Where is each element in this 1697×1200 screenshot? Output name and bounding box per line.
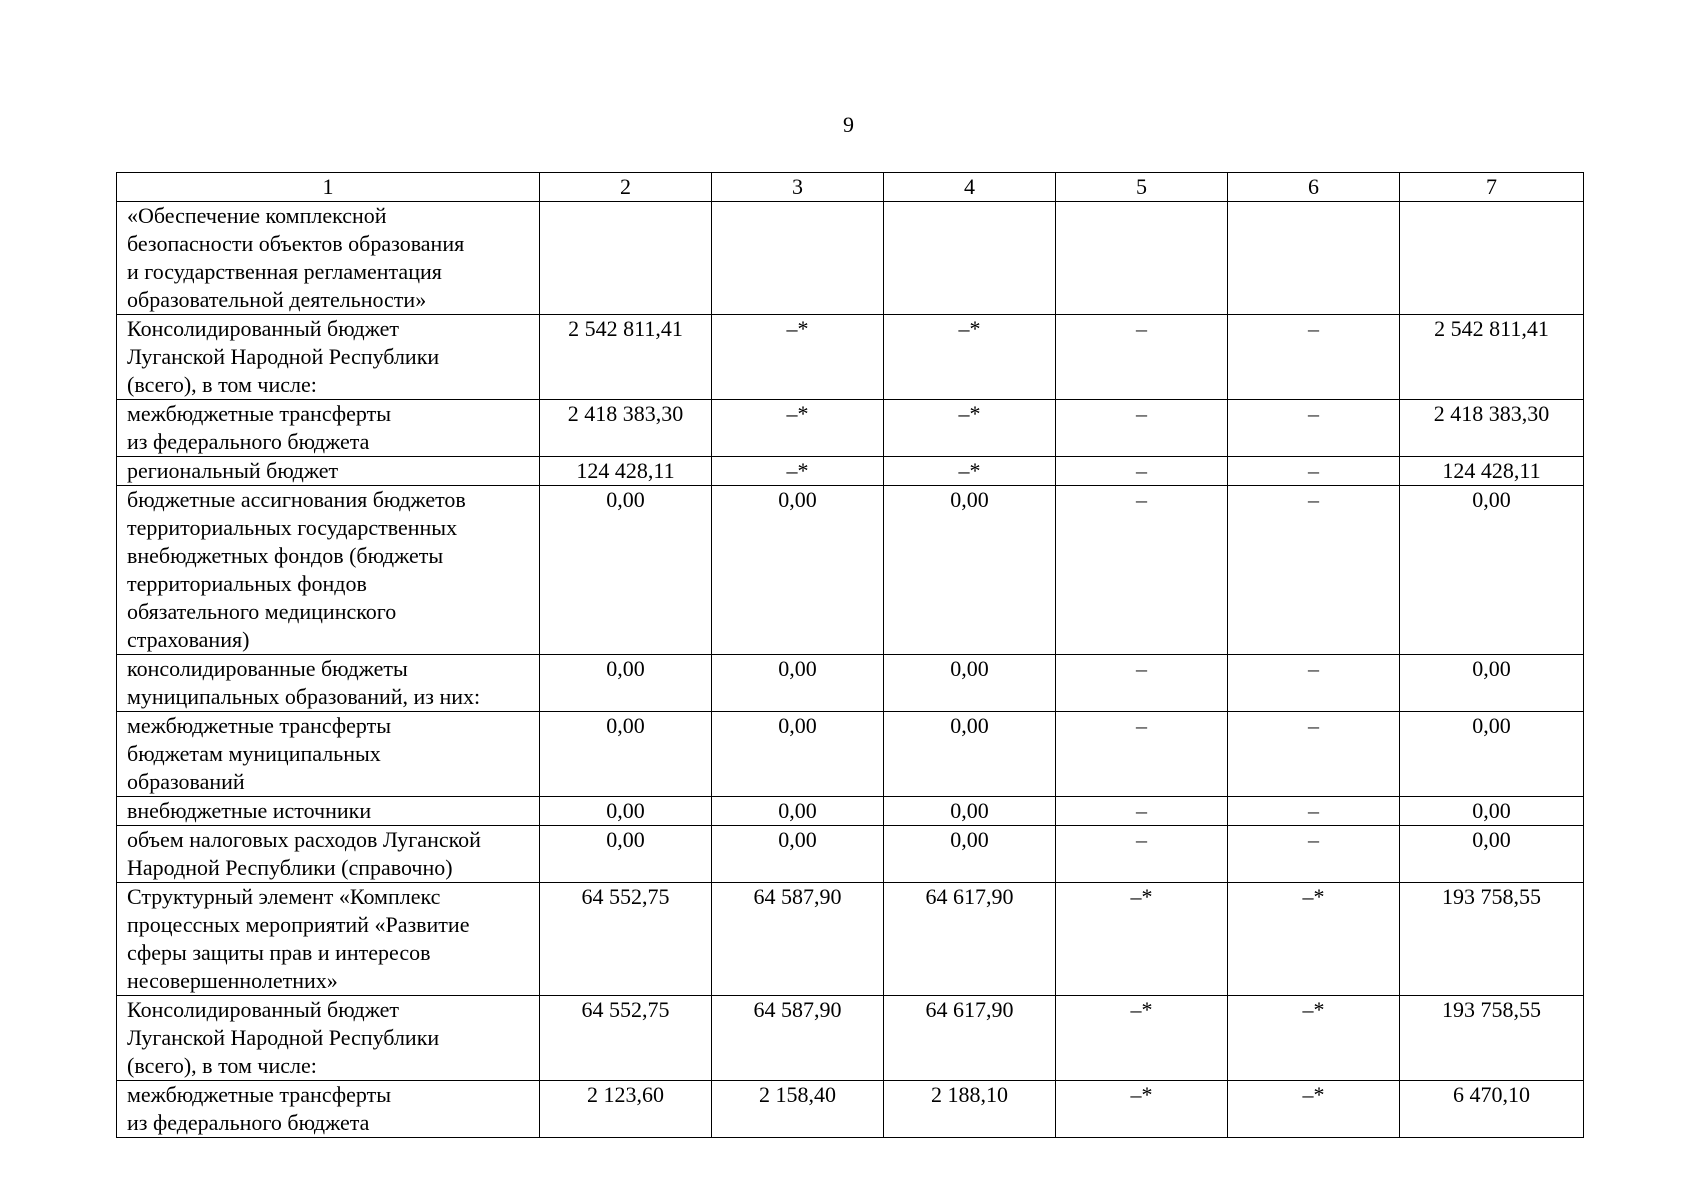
row-label-line: страхования) bbox=[127, 627, 250, 652]
table-body bbox=[117, 202, 1584, 1138]
row-label bbox=[117, 1081, 540, 1138]
row-label-line: внебюджетных фондов (бюджеты bbox=[127, 543, 444, 568]
cell-col-2: 0,00 bbox=[540, 826, 712, 883]
cell-col-7: 193 758,55 bbox=[1400, 883, 1584, 996]
table-row bbox=[117, 486, 1584, 655]
cell-col-5: – bbox=[1056, 712, 1228, 797]
row-label-line: несовершеннолетних» bbox=[127, 968, 338, 993]
cell-col-5: –* bbox=[1056, 883, 1228, 996]
row-label-line: (всего), в том числе: bbox=[127, 1053, 317, 1078]
cell-col-5: – bbox=[1056, 826, 1228, 883]
row-label bbox=[117, 712, 540, 797]
cell-col-5: – bbox=[1056, 655, 1228, 712]
row-label-line: внебюджетные источники bbox=[127, 798, 372, 823]
column-header-1: 1 bbox=[117, 173, 540, 202]
budget-table bbox=[116, 172, 1584, 1138]
row-label-line: Структурный элемент «Комплекс bbox=[127, 884, 441, 909]
cell-col-7: 2 542 811,41 bbox=[1400, 315, 1584, 400]
cell-col-5: – bbox=[1056, 315, 1228, 400]
table-row bbox=[117, 315, 1584, 400]
cell-col-6: – bbox=[1228, 486, 1400, 655]
cell-col-4: –* bbox=[884, 457, 1056, 486]
cell-col-7: 2 418 383,30 bbox=[1400, 400, 1584, 457]
cell-col-3: 0,00 bbox=[712, 655, 884, 712]
row-label bbox=[117, 797, 540, 826]
cell-col-3: 0,00 bbox=[712, 486, 884, 655]
table-row bbox=[117, 202, 1584, 315]
cell-col-5: – bbox=[1056, 797, 1228, 826]
cell-col-3: –* bbox=[712, 457, 884, 486]
cell-col-5: –* bbox=[1056, 996, 1228, 1081]
cell-col-6 bbox=[1228, 202, 1400, 315]
cell-col-2: 2 418 383,30 bbox=[540, 400, 712, 457]
column-header-4: 4 bbox=[884, 173, 1056, 202]
cell-col-3: 0,00 bbox=[712, 826, 884, 883]
row-label-line: из федерального бюджета bbox=[127, 1110, 370, 1135]
cell-col-4: 0,00 bbox=[884, 826, 1056, 883]
row-label bbox=[117, 202, 540, 315]
table-row bbox=[117, 1081, 1584, 1138]
cell-col-6: – bbox=[1228, 400, 1400, 457]
row-label bbox=[117, 486, 540, 655]
cell-col-2: 64 552,75 bbox=[540, 996, 712, 1081]
cell-col-6: –* bbox=[1228, 883, 1400, 996]
table-row bbox=[117, 797, 1584, 826]
cell-col-3: 64 587,90 bbox=[712, 883, 884, 996]
cell-col-6: –* bbox=[1228, 1081, 1400, 1138]
cell-col-2: 0,00 bbox=[540, 486, 712, 655]
table-row bbox=[117, 826, 1584, 883]
row-label-line: муниципальных образований, из них: bbox=[127, 684, 481, 709]
cell-col-3 bbox=[712, 202, 884, 315]
cell-col-4: 0,00 bbox=[884, 486, 1056, 655]
cell-col-7: 0,00 bbox=[1400, 826, 1584, 883]
cell-col-3: 0,00 bbox=[712, 712, 884, 797]
cell-col-2: 0,00 bbox=[540, 712, 712, 797]
row-label-line: бюджетные ассигнования бюджетов bbox=[127, 487, 466, 512]
row-label-line: процессных мероприятий «Развитие bbox=[127, 912, 470, 937]
cell-col-4: –* bbox=[884, 315, 1056, 400]
cell-col-7: 0,00 bbox=[1400, 486, 1584, 655]
row-label-line: Консолидированный бюджет bbox=[127, 316, 400, 341]
row-label-line: консолидированные бюджеты bbox=[127, 656, 408, 681]
row-label-line: безопасности объектов образования bbox=[127, 231, 465, 256]
cell-col-6: – bbox=[1228, 797, 1400, 826]
cell-col-7 bbox=[1400, 202, 1584, 315]
cell-col-4 bbox=[884, 202, 1056, 315]
cell-col-2: 64 552,75 bbox=[540, 883, 712, 996]
cell-col-7: 193 758,55 bbox=[1400, 996, 1584, 1081]
row-label bbox=[117, 655, 540, 712]
row-label bbox=[117, 457, 540, 486]
cell-col-3: –* bbox=[712, 315, 884, 400]
row-label bbox=[117, 883, 540, 996]
row-label-line: Луганской Народной Республики bbox=[127, 1025, 440, 1050]
row-label-line: и государственная регламентация bbox=[127, 259, 442, 284]
row-label bbox=[117, 826, 540, 883]
row-label-line: межбюджетные трансферты bbox=[127, 401, 391, 426]
column-header-2: 2 bbox=[540, 173, 712, 202]
column-header-6: 6 bbox=[1228, 173, 1400, 202]
cell-col-6: – bbox=[1228, 655, 1400, 712]
cell-col-5: – bbox=[1056, 486, 1228, 655]
cell-col-2: 2 123,60 bbox=[540, 1081, 712, 1138]
row-label-line: Консолидированный бюджет bbox=[127, 997, 400, 1022]
cell-col-4: 64 617,90 bbox=[884, 883, 1056, 996]
row-label-line: обязательного медицинского bbox=[127, 599, 397, 624]
row-label-line: территориальных фондов bbox=[127, 571, 367, 596]
row-label-line: Луганской Народной Республики bbox=[127, 344, 440, 369]
row-label-line: межбюджетные трансферты bbox=[127, 1082, 391, 1107]
table-row bbox=[117, 457, 1584, 486]
header-row bbox=[117, 173, 1584, 202]
cell-col-5: – bbox=[1056, 457, 1228, 486]
cell-col-4: 64 617,90 bbox=[884, 996, 1056, 1081]
row-label-line: сферы защиты прав и интересов bbox=[127, 940, 431, 965]
cell-col-3: –* bbox=[712, 400, 884, 457]
cell-col-5: –* bbox=[1056, 1081, 1228, 1138]
cell-col-6: – bbox=[1228, 826, 1400, 883]
cell-col-5: – bbox=[1056, 400, 1228, 457]
cell-col-7: 0,00 bbox=[1400, 797, 1584, 826]
cell-col-7: 6 470,10 bbox=[1400, 1081, 1584, 1138]
cell-col-2: 0,00 bbox=[540, 797, 712, 826]
row-label-line: межбюджетные трансферты bbox=[127, 713, 391, 738]
row-label-line: территориальных государственных bbox=[127, 515, 458, 540]
table-row bbox=[117, 655, 1584, 712]
row-label-line: из федерального бюджета bbox=[127, 429, 370, 454]
row-label-line: образовательной деятельности» bbox=[127, 287, 427, 312]
cell-col-6: – bbox=[1228, 315, 1400, 400]
cell-col-4: 0,00 bbox=[884, 712, 1056, 797]
cell-col-6: – bbox=[1228, 457, 1400, 486]
row-label-line: объем налоговых расходов Луганской bbox=[127, 827, 481, 852]
cell-col-2: 124 428,11 bbox=[540, 457, 712, 486]
cell-col-6: –* bbox=[1228, 996, 1400, 1081]
cell-col-7: 0,00 bbox=[1400, 712, 1584, 797]
cell-col-3: 0,00 bbox=[712, 797, 884, 826]
cell-col-7: 0,00 bbox=[1400, 655, 1584, 712]
cell-col-4: 0,00 bbox=[884, 655, 1056, 712]
row-label-line: «Обеспечение комплексной bbox=[127, 203, 387, 228]
cell-col-4: –* bbox=[884, 400, 1056, 457]
cell-col-2: 2 542 811,41 bbox=[540, 315, 712, 400]
cell-col-6: – bbox=[1228, 712, 1400, 797]
column-header-3: 3 bbox=[712, 173, 884, 202]
column-header-7: 7 bbox=[1400, 173, 1584, 202]
row-label bbox=[117, 996, 540, 1081]
table-row bbox=[117, 712, 1584, 797]
row-label bbox=[117, 400, 540, 457]
cell-col-2 bbox=[540, 202, 712, 315]
table-row bbox=[117, 883, 1584, 996]
row-label-line: Народной Республики (справочно) bbox=[127, 855, 453, 880]
row-label-line: региональный бюджет bbox=[127, 458, 339, 483]
table-row bbox=[117, 996, 1584, 1081]
cell-col-5 bbox=[1056, 202, 1228, 315]
row-label-line: образований bbox=[127, 769, 245, 794]
cell-col-7: 124 428,11 bbox=[1400, 457, 1584, 486]
column-header-5: 5 bbox=[1056, 173, 1228, 202]
row-label-line: (всего), в том числе: bbox=[127, 372, 317, 397]
row-label-line: бюджетам муниципальных bbox=[127, 741, 381, 766]
cell-col-3: 2 158,40 bbox=[712, 1081, 884, 1138]
page-number: 9 bbox=[843, 112, 854, 137]
row-label bbox=[117, 315, 540, 400]
cell-col-3: 64 587,90 bbox=[712, 996, 884, 1081]
cell-col-2: 0,00 bbox=[540, 655, 712, 712]
cell-col-4: 0,00 bbox=[884, 797, 1056, 826]
table-row bbox=[117, 400, 1584, 457]
cell-col-4: 2 188,10 bbox=[884, 1081, 1056, 1138]
